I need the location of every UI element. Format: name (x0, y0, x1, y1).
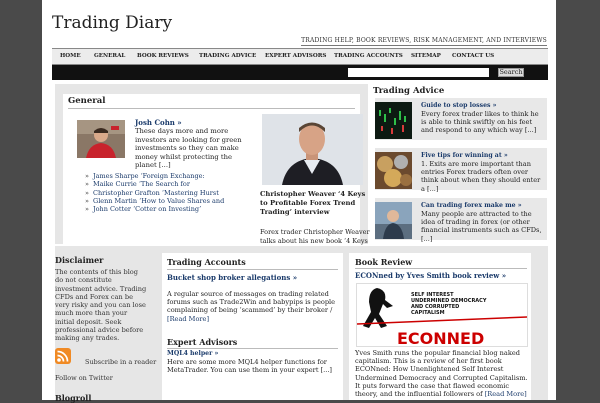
trading-accounts-post-title[interactable]: Bucket shop broker allegations » (167, 273, 298, 282)
coins-icon[interactable] (375, 152, 412, 189)
blogroll-heading: Blogroll (55, 393, 92, 403)
nav-home[interactable]: HOME (60, 53, 81, 59)
site-title[interactable]: Trading Diary (52, 13, 173, 33)
bullet-icon: » (85, 188, 89, 197)
nav-book-reviews[interactable]: BOOK REVIEWS (137, 53, 189, 59)
expert-advisors-post-excerpt: Here are some more MQL4 helper functions for MetaTrader. You can use them in your expert [...] (167, 358, 333, 375)
bullet-icon: » (85, 180, 89, 189)
cover-title: ECONNED (397, 329, 485, 348)
list-item[interactable]: » Glenn Martin ‘How to Value Shares and (85, 196, 225, 205)
interview-post-title[interactable]: Christopher Weaver ‘4 Keys to Profitable Forex Trend Trading’ interview (260, 190, 366, 216)
book-review-heading: Book Review (355, 257, 413, 267)
general-panel (63, 94, 370, 245)
trading-accounts-heading: Trading Accounts (167, 257, 246, 267)
nav-sitemap[interactable]: SITEMAP (411, 53, 441, 59)
read-more-link[interactable]: [Read More] (484, 390, 527, 399)
site-tagline: TRADING HELP, BOOK REVIEWS, RISK MANAGEMENT, AND INTERVIEWS (301, 37, 547, 44)
trading-advice-post-title[interactable]: Five tips for winning at » (421, 152, 508, 159)
bullet-icon: » (85, 172, 89, 180)
page (42, 0, 556, 403)
list-item[interactable]: » Maike Currie ‘The Search for (85, 180, 190, 189)
divider (68, 108, 355, 109)
cover-line: UNDERMINED DEMOCRACY (411, 298, 487, 304)
trading-advice-post-excerpt: Many people are attracted to the idea of trading in forex (or other financial instruments such as CFDs, [...] (421, 210, 542, 243)
author-photo[interactable] (77, 120, 125, 158)
nav-contact-us[interactable]: CONTACT US (452, 53, 495, 59)
twitter-link[interactable]: Follow on Twitter (55, 374, 113, 382)
book-review-post-excerpt: Yves Smith runs the popular financial blog naked capitalism. This is a review of her first book ECONned: How Unenlightened Self Interest Undermined Democracy and Corrupted Capitalism. It puts forward the case that flawed economic theory, and the influential followers of [Read More] (355, 349, 528, 399)
list-item[interactable]: » James Sharpe ‘Foreign Exchange: (85, 172, 205, 180)
bullet-icon: » (85, 205, 89, 214)
book-cover-image[interactable] (356, 283, 528, 347)
general-heading: General (68, 96, 106, 106)
subscribe-link[interactable]: Subscribe in a reader (85, 358, 157, 366)
trading-advice-post-excerpt: Every forex trader likes to think he is able to think swiftly on his feet and respond to any which way [...] (421, 110, 539, 135)
nav-trading-advice[interactable]: TRADING ADVICE (199, 53, 257, 59)
disclaimer-heading: Disclaimer (55, 255, 104, 265)
cover-line: AND CORRUPTED (411, 304, 460, 310)
bullet-icon: » (85, 196, 89, 205)
divider (167, 269, 338, 270)
disclaimer-text: The contents of this blog do not constitute investment advice. Trading CFDs and Forex can be very risky and you can lose much more than your initial deposit. Seek professional advice before making any trades. (55, 268, 147, 343)
main-nav (52, 48, 548, 65)
list-item (375, 148, 547, 193)
list-item (375, 98, 547, 140)
cover-line: SELF INTEREST (411, 292, 454, 298)
trading-advice-post-excerpt: 1. Exits are more important than entries Forex traders often over think about when they should enter a [...] (421, 160, 541, 193)
trading-accounts-post-excerpt: A regular source of messages on trading related forums such as Trade2Win and babypips is people complaining of being ‘scammed’ by their broker / [Read More] (167, 290, 336, 323)
cover-line: CAPITALISM (411, 310, 445, 316)
list-item[interactable]: » Christopher Grafton ‘Mastering Hurst (85, 188, 219, 197)
search-bar (52, 65, 548, 80)
nav-general[interactable]: GENERAL (94, 53, 126, 59)
trading-advice-post-title[interactable]: Can trading forex make me » (421, 202, 522, 209)
read-more-link[interactable]: [Read More] (167, 314, 210, 323)
interview-photo[interactable] (262, 114, 363, 185)
divider (355, 268, 527, 269)
list-item[interactable]: » John Cotter ‘Cotter on Investing’ (85, 205, 202, 214)
expert-advisors-heading: Expert Advisors (167, 337, 238, 347)
chart-screen-icon[interactable] (375, 102, 412, 139)
list-item (375, 198, 547, 243)
general-post-list (85, 172, 255, 213)
trading-advice-heading: Trading Advice (373, 86, 445, 96)
divider (167, 348, 338, 349)
interview-post-excerpt: Forex trader Christopher Weaver talks about his new book ‘4 Keys (260, 228, 370, 245)
book-review-post-title[interactable]: ECONned by Yves Smith book review » (355, 271, 507, 280)
trading-advice-post-title[interactable]: Guide to stop losses » (421, 102, 497, 109)
person-photo-icon[interactable] (375, 202, 412, 239)
general-section (55, 84, 368, 244)
featured-post-excerpt: These days more and more investors are looking for green investments so they can make money whilst protecting the planet [...] (135, 127, 242, 169)
featured-post-title[interactable]: Josh Cohn » (135, 118, 182, 127)
nav-trading-accounts[interactable]: TRADING ACCOUNTS (334, 53, 403, 59)
search-button[interactable]: Search (499, 68, 523, 76)
search-input[interactable] (348, 68, 489, 77)
rss-icon[interactable] (55, 348, 71, 364)
nav-expert-advisors[interactable]: EXPERT ADVISORS (265, 53, 327, 59)
expert-advisors-post-title[interactable]: MQL4 helper » (167, 350, 219, 357)
